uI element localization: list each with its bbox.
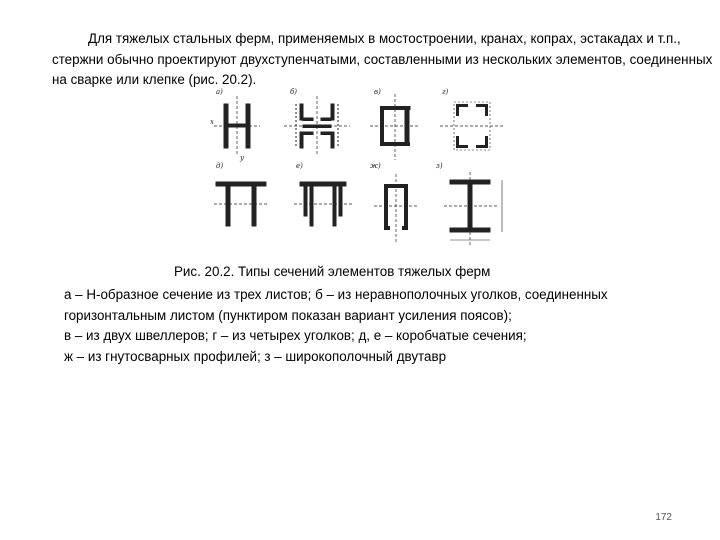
panel-label-h: з) bbox=[436, 162, 443, 170]
caption-line: ж – из гнутосварных профилей; з – широкополочный двутавр bbox=[64, 348, 447, 364]
section-f-box bbox=[294, 182, 352, 226]
page-number: 172 bbox=[655, 512, 672, 523]
section-g-bent-profile bbox=[374, 174, 418, 242]
figure-caption-text bbox=[64, 285, 704, 367]
intro-text: Для тяжелых стальных ферм, применяемых в мостостроении, кранах, копрах, эстакадах и т.п., стержни обычно проектируют двухступенчатыми, составленными из нескольких элементов, соединенных на сварке или клепке (рис. 20.2). bbox=[52, 31, 713, 87]
caption-line: горизонтальным листом (пунктиром показан вариант усиления поясов); bbox=[64, 307, 512, 323]
section-h-i-beam bbox=[444, 172, 502, 246]
panel-label-b: б) bbox=[290, 88, 298, 96]
panel-label-e: д) bbox=[216, 162, 224, 170]
section-e-box bbox=[214, 182, 268, 226]
panel-label-f: е) bbox=[296, 162, 303, 170]
figure-caption-title: Рис. 20.2. Типы сечений элементов тяжелых ферм bbox=[174, 264, 491, 279]
caption-line: а – Н-образное сечение из трех листов; б – из неравнополочных уголков, соединенных bbox=[64, 287, 608, 302]
panel-label-d: г) bbox=[442, 88, 449, 96]
intro-paragraph bbox=[52, 29, 716, 91]
panel-label-c: в) bbox=[374, 88, 381, 96]
axis-label-y: y bbox=[240, 154, 244, 162]
panel-label-a: а) bbox=[216, 88, 223, 96]
panel-label-g: ж) bbox=[370, 162, 381, 170]
axis-label-x: x bbox=[210, 118, 214, 126]
section-c-two-channels bbox=[370, 94, 420, 160]
caption-line: в – из двух швеллеров; г – из четырех уголков; д, е – коробчатые сечения; bbox=[64, 328, 527, 343]
section-a-h-shape bbox=[214, 96, 260, 156]
truss-sections-figure bbox=[204, 86, 520, 254]
section-b-angles-plate bbox=[284, 96, 350, 156]
section-d-four-angles bbox=[440, 102, 504, 150]
